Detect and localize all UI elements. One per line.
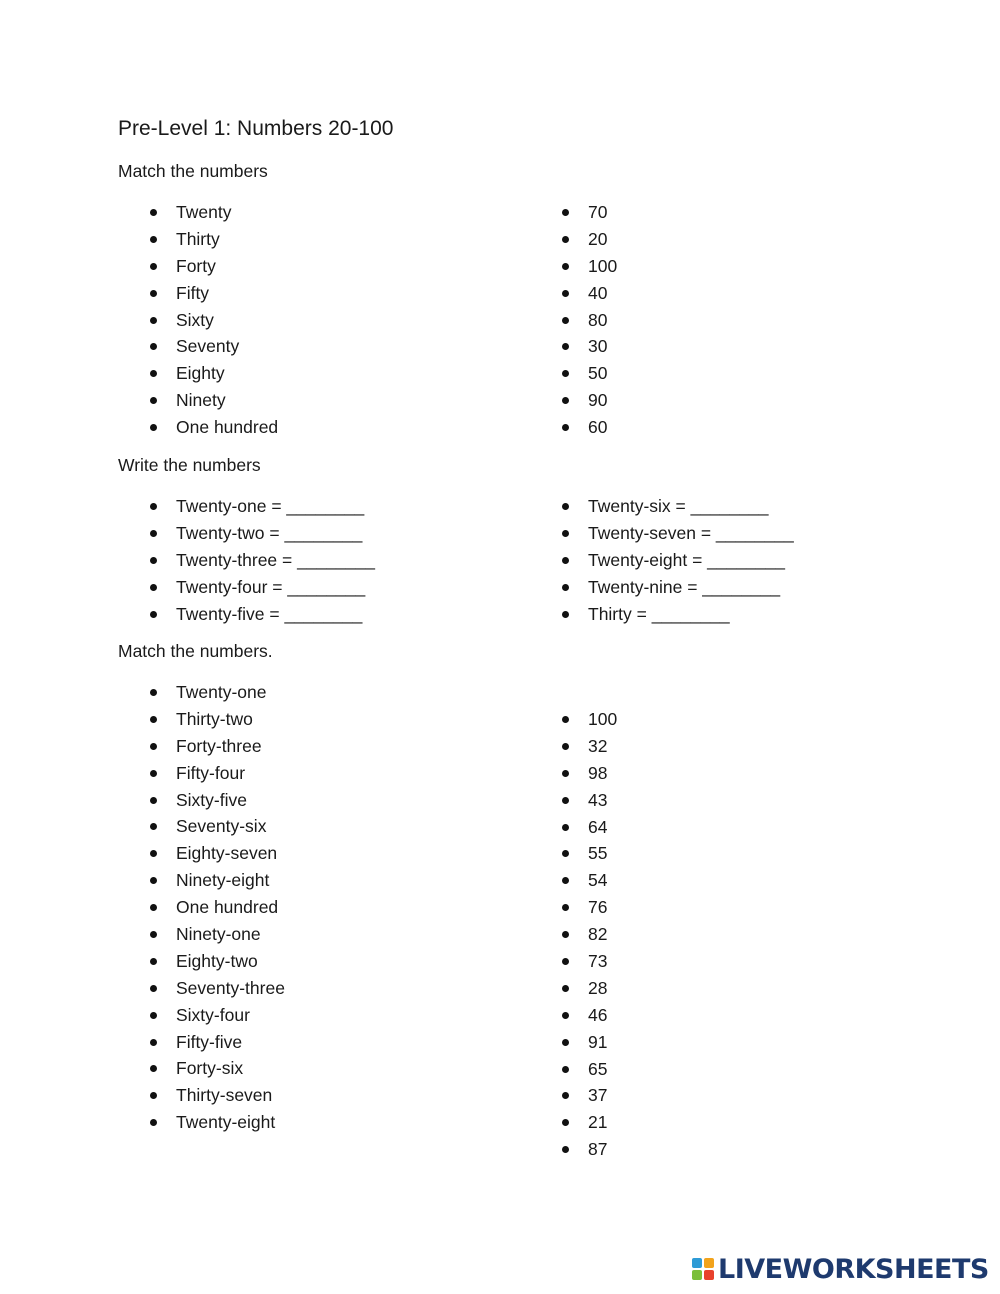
list-item: Forty-three — [150, 733, 285, 760]
section3-heading: Match the numbers. — [118, 641, 273, 661]
list-item: 50 — [562, 360, 617, 387]
list-item: 55 — [562, 840, 617, 867]
logo-text: LIVEWORKSHEETS — [718, 1253, 989, 1285]
list-item: Seventy-six — [150, 813, 285, 840]
section1-word-list — [150, 199, 278, 441]
list-item: 100 — [562, 706, 617, 733]
list-item: 76 — [562, 894, 617, 921]
logo-square-4 — [704, 1270, 714, 1280]
list-item: Ninety-eight — [150, 867, 285, 894]
list-item: Sixty — [150, 307, 278, 334]
list-item: 28 — [562, 975, 617, 1002]
list-item: 87 — [562, 1136, 617, 1163]
list-item: 82 — [562, 921, 617, 948]
list-item: 70 — [562, 199, 617, 226]
list-item: Sixty-four — [150, 1002, 285, 1029]
list-item: Thirty-two — [150, 706, 285, 733]
list-item: 98 — [562, 760, 617, 787]
list-item: Forty — [150, 253, 278, 280]
list-item: 43 — [562, 787, 617, 814]
list-item: Twenty-one = ________ — [150, 493, 375, 520]
list-item: 64 — [562, 814, 617, 841]
list-item: Eighty-seven — [150, 840, 285, 867]
list-item: Twenty-one — [150, 679, 285, 706]
list-item: 73 — [562, 948, 617, 975]
list-item: 90 — [562, 387, 617, 414]
list-item: Eighty — [150, 360, 278, 387]
list-item: Thirty — [150, 226, 278, 253]
logo-mark-icon — [692, 1258, 714, 1280]
logo-square-1 — [692, 1258, 702, 1268]
section2-heading: Write the numbers — [118, 455, 261, 475]
list-item: Twenty-eight — [150, 1109, 285, 1136]
list-item: Ninety — [150, 387, 278, 414]
list-item: Twenty-six = ________ — [562, 493, 794, 520]
list-item: 40 — [562, 280, 617, 307]
logo-square-2 — [704, 1258, 714, 1268]
list-item: Eighty-two — [150, 948, 285, 975]
list-item: Forty-six — [150, 1055, 285, 1082]
list-item: 60 — [562, 414, 617, 441]
list-item: Sixty-five — [150, 787, 285, 814]
section2-right-list — [562, 493, 794, 627]
list-item: 100 — [562, 253, 617, 280]
list-item: Twenty-two = ________ — [150, 520, 375, 547]
list-item: Twenty-five = ________ — [150, 601, 375, 628]
list-item: 80 — [562, 307, 617, 334]
list-item: Fifty — [150, 280, 278, 307]
list-item: Thirty-seven — [150, 1082, 285, 1109]
list-item: Seventy-three — [150, 975, 285, 1002]
section1-number-list — [562, 199, 617, 441]
list-item: Fifty-four — [150, 760, 285, 787]
list-item: 32 — [562, 733, 617, 760]
list-item: 46 — [562, 1002, 617, 1029]
list-item: Seventy — [150, 333, 278, 360]
list-item: Twenty-three = ________ — [150, 547, 375, 574]
list-item: Thirty = ________ — [562, 601, 794, 628]
section1-heading: Match the numbers — [118, 161, 268, 181]
list-item: Ninety-one — [150, 921, 285, 948]
page-title: Pre-Level 1: Numbers 20-100 — [118, 117, 394, 140]
section3-number-list — [562, 706, 617, 1163]
list-item: 37 — [562, 1082, 617, 1109]
list-item: Twenty-nine = ________ — [562, 574, 794, 601]
list-item: One hundred — [150, 894, 285, 921]
list-item: One hundred — [150, 414, 278, 441]
list-item: 65 — [562, 1056, 617, 1083]
list-item: Twenty-four = ________ — [150, 574, 375, 601]
list-item: 21 — [562, 1109, 617, 1136]
list-item: 54 — [562, 867, 617, 894]
list-item: 20 — [562, 226, 617, 253]
section3-word-list — [150, 679, 285, 1136]
list-item: Twenty — [150, 199, 278, 226]
list-item: 91 — [562, 1029, 617, 1056]
section2-left-list — [150, 493, 375, 627]
logo-square-3 — [692, 1270, 702, 1280]
list-item: Fifty-five — [150, 1029, 285, 1056]
liveworksheets-logo — [692, 1252, 989, 1286]
list-item: Twenty-seven = ________ — [562, 520, 794, 547]
list-item: Twenty-eight = ________ — [562, 547, 794, 574]
list-item: 30 — [562, 333, 617, 360]
